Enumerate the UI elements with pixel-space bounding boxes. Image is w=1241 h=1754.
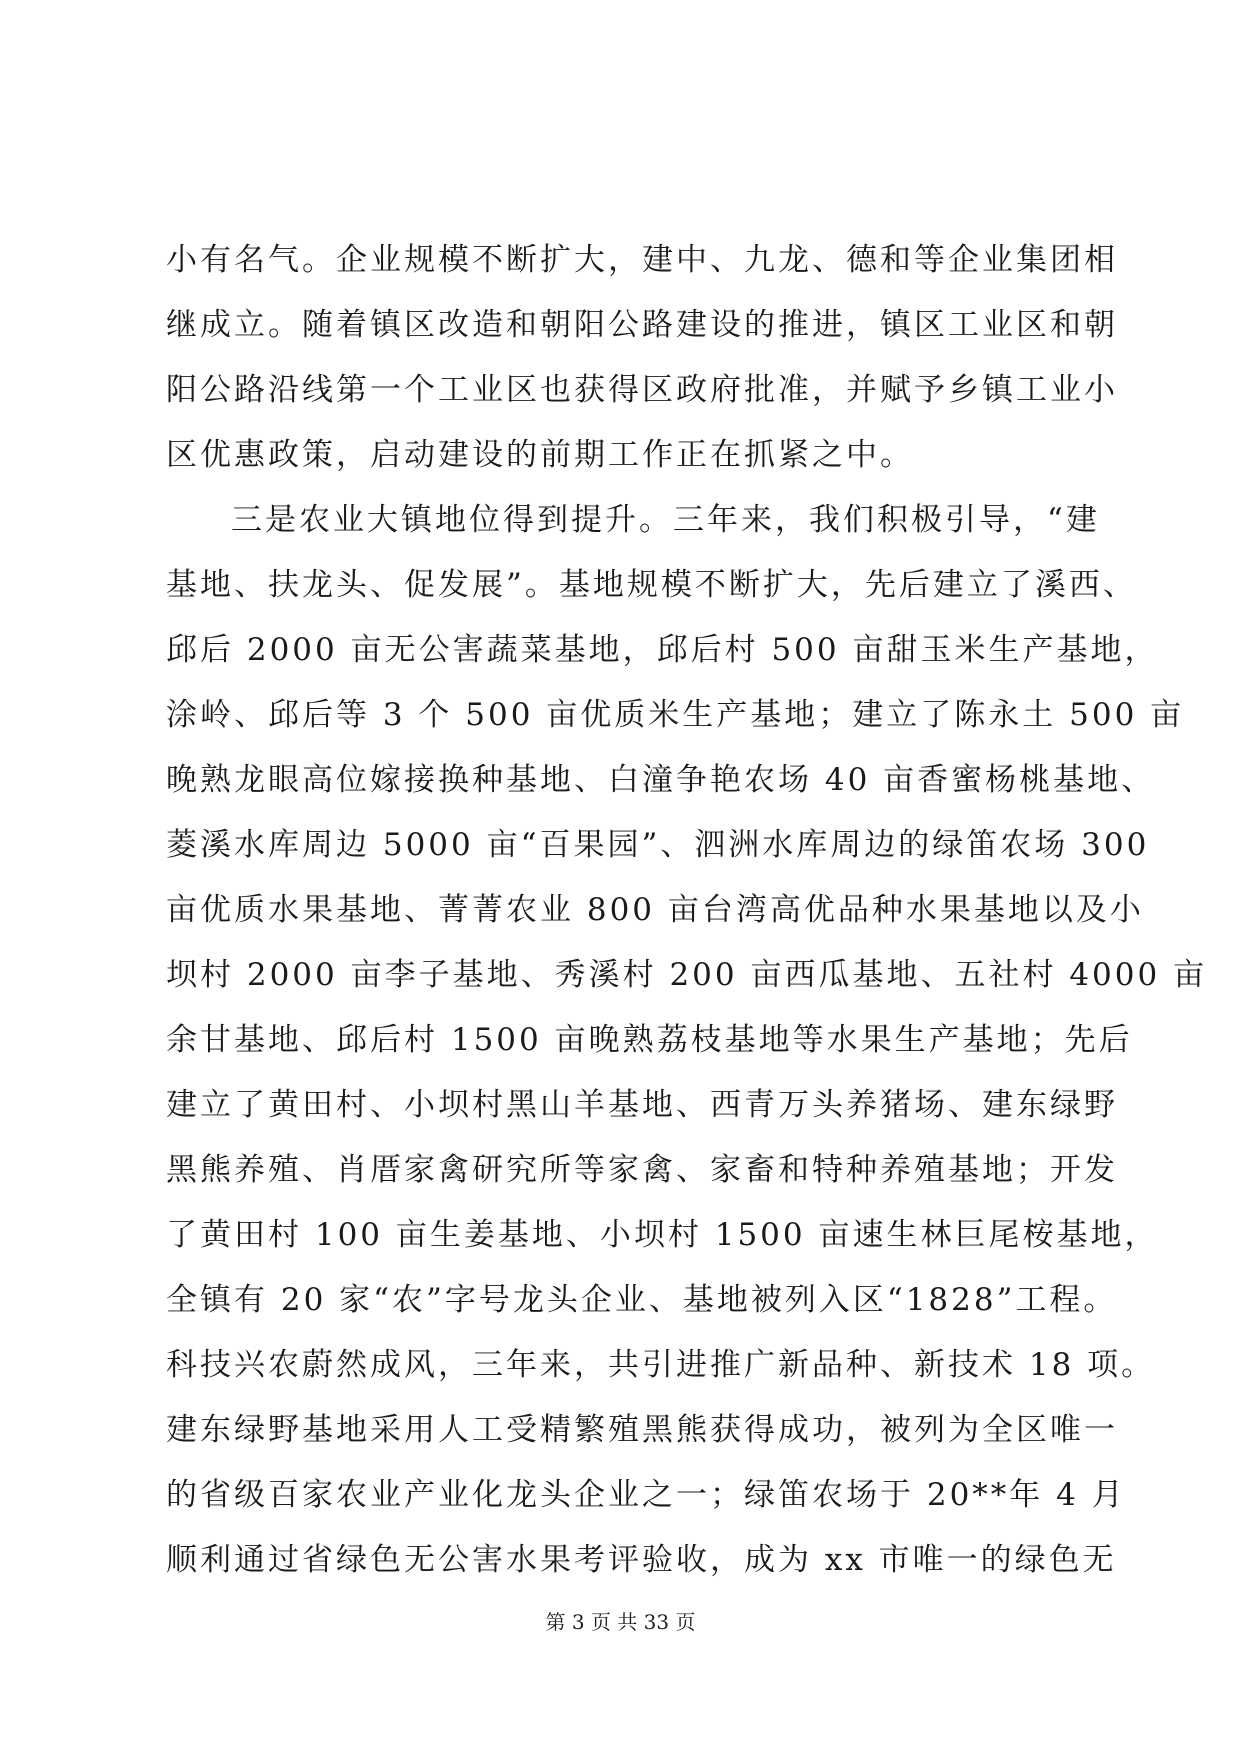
text-line: 涂岭、邱后等 3 个 500 亩优质米生产基地；建立了陈永土 500 亩 <box>166 697 1185 733</box>
text-line: 邱后 2000 亩无公害蔬菜基地，邱后村 500 亩甜玉米生产基地， <box>166 632 1159 668</box>
page-number-footer: 第 3 页 共 33 页 <box>545 1610 696 1634</box>
paragraph-start-line: 三是农业大镇地位得到提升。三年来，我们积极引导，“建 <box>231 502 1100 538</box>
text-line: 区优惠政策，启动建设的前期工作正在抓紧之中。 <box>166 437 914 473</box>
text-line: 晚熟龙眼高位嫁接换种基地、白潼争艳农场 40 亩香蜜杨桃基地、 <box>166 762 1156 798</box>
text-line: 继成立。随着镇区改造和朝阳公路建设的推进，镇区工业区和朝 <box>166 307 1118 343</box>
text-line: 的省级百家农业产业化龙头企业之一；绿笛农场于 20**年 4 月 <box>166 1477 1126 1513</box>
text-line: 阳公路沿线第一个工业区也获得区政府批准，并赋予乡镇工业小 <box>166 372 1118 408</box>
text-line: 建立了黄田村、小坝村黑山羊基地、西青万头养猪场、建东绿野 <box>166 1087 1118 1123</box>
text-line: 科技兴农蔚然成风，三年来，共引进推广新品种、新技术 18 项。 <box>166 1347 1156 1383</box>
text-line: 了黄田村 100 亩生姜基地、小坝村 1500 亩速生林巨尾桉基地， <box>166 1217 1159 1253</box>
text-line: 余甘基地、邱后村 1500 亩晚熟荔枝基地等水果生产基地；先后 <box>166 1022 1133 1058</box>
text-line: 黑熊养殖、肖厝家禽研究所等家禽、家畜和特种养殖基地；开发 <box>166 1152 1118 1188</box>
text-line: 小有名气。企业规模不断扩大，建中、九龙、德和等企业集团相 <box>166 242 1118 278</box>
text-line: 亩优质水果基地、菁菁农业 800 亩台湾高优品种水果基地以及小 <box>166 892 1144 928</box>
text-line: 顺利通过省绿色无公害水果考评验收，成为 xx 市唯一的绿色无 <box>166 1542 1117 1578</box>
text-line: 坝村 2000 亩李子基地、秀溪村 200 亩西瓜基地、五社村 4000 亩 <box>166 957 1208 993</box>
text-line: 基地、扶龙头、促发展”。基地规模不断扩大，先后建立了溪西、 <box>166 567 1137 603</box>
text-line: 菱溪水库周边 5000 亩“百果园”、泗洲水库周边的绿笛农场 300 <box>166 827 1150 863</box>
body-text <box>166 228 1208 1593</box>
text-line: 全镇有 20 家“农”字号龙头企业、基地被列入区“1828”工程。 <box>166 1282 1118 1318</box>
text-line: 建东绿野基地采用人工受精繁殖黑熊获得成功，被列为全区唯一 <box>166 1412 1118 1448</box>
